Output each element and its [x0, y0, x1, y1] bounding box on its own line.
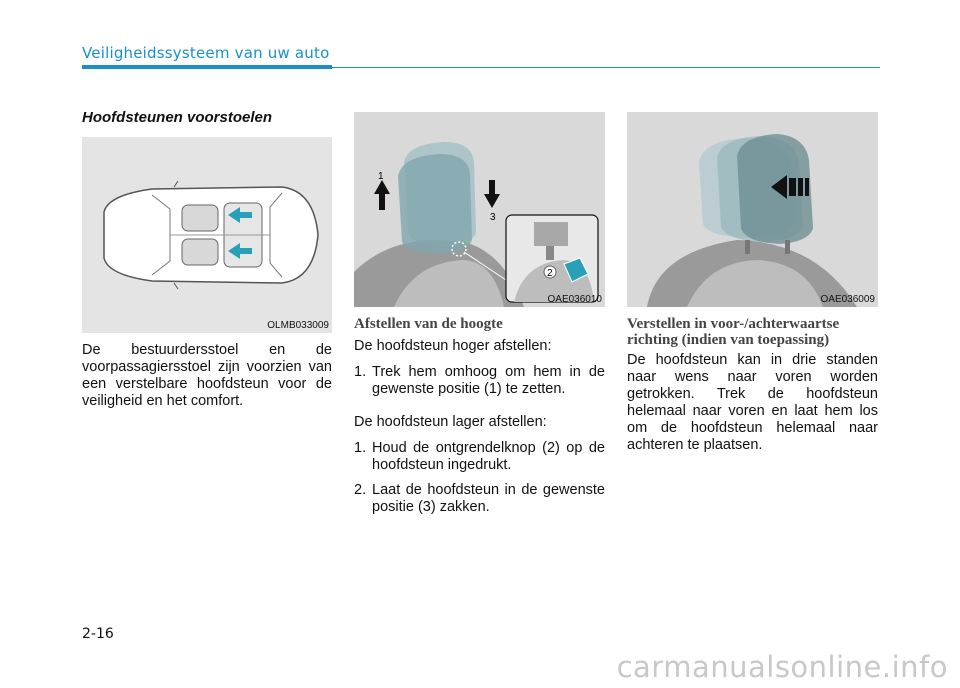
header-rule — [332, 67, 880, 68]
list-item: 2. Laat de hoofdsteun in de gewenste positie (3) zakken. — [354, 482, 605, 515]
list-item: 1. Houd de ontgrendelknop (2) op de hoofdsteun ingedrukt. — [354, 440, 605, 473]
tilt-heading: Verstellen in voor-/achterwaartse richting (indien van toepassing) — [627, 316, 840, 348]
car-illustration — [82, 137, 332, 333]
raise-steps — [354, 364, 605, 398]
headrest-height-figure — [354, 112, 605, 307]
height-heading: Afstellen van de hoogte — [354, 316, 503, 332]
svg-text:3: 3 — [490, 212, 496, 223]
header-title: Veiligheidssysteem van uw auto — [82, 44, 330, 62]
headrest-height-illustration — [354, 112, 605, 307]
height-instructions — [354, 338, 605, 524]
watermark: carmanualsonline.info — [616, 650, 948, 684]
figure-code: OLMB033009 — [267, 320, 329, 331]
page-number: 2-16 — [82, 626, 114, 642]
figure-code: OAE036010 — [547, 294, 602, 305]
header-bar — [82, 65, 332, 69]
svg-text:1: 1 — [378, 171, 384, 182]
lower-intro: De hoofdsteun lager afstellen: — [354, 414, 547, 430]
list-item: 1. Trek hem omhoog om hem in de gewenste positie (1) te zetten. — [354, 364, 605, 397]
raise-intro: De hoofdsteun hoger afstellen: — [354, 338, 552, 354]
lower-steps — [354, 440, 605, 516]
car-top-view-figure — [82, 137, 332, 333]
headrest-tilt-illustration — [627, 112, 878, 307]
section-title: Hoofdsteunen voorstoelen — [82, 109, 273, 126]
headrest-tilt-figure — [627, 112, 878, 307]
svg-text:2: 2 — [547, 268, 553, 279]
figure-code: OAE036009 — [820, 294, 875, 305]
intro-paragraph: De bestuurdersstoel en de voorpassagiersstoel zijn voorzien van een verstelbare hoofdsteun voor de veiligheid en het comfort. — [82, 342, 332, 409]
tilt-paragraph: De hoofdsteun kan in drie standen naar wens naar voren worden getrokken. Trek de hoofdsteun helemaal naar voren en laat hem los om de hoofdsteun helemaal naar achteren te plaatsen. — [627, 352, 878, 453]
